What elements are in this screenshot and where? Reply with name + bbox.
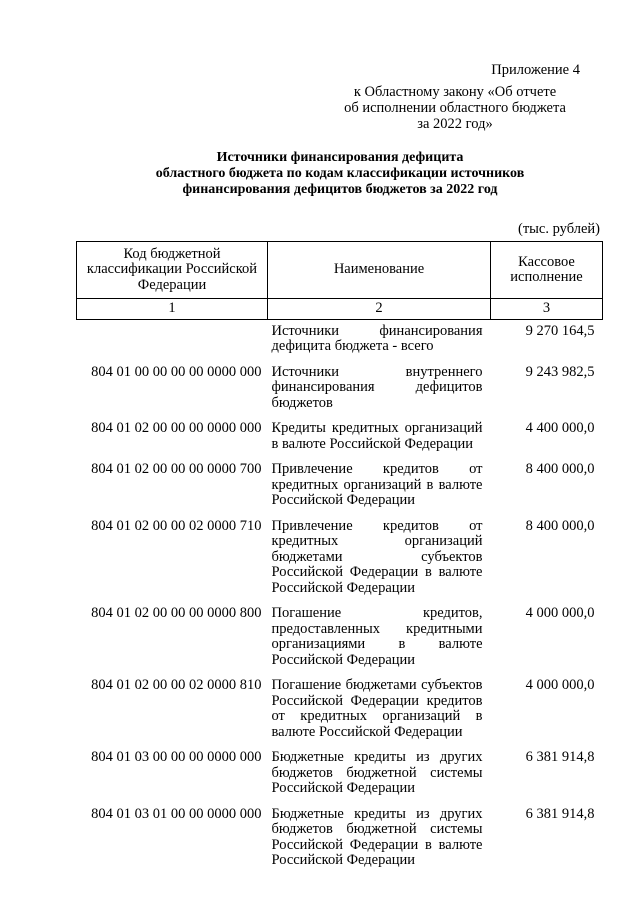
column-number: 1 xyxy=(77,299,268,320)
row-code: 804 01 02 00 00 00 0000 700 xyxy=(91,461,262,477)
appendix-law-reference xyxy=(330,84,580,132)
appendix-line-2: об исполнении областного бюджета xyxy=(344,100,566,116)
row-name: Источники финансирования дефицита бюджета - всего xyxy=(271,322,483,354)
row-code: 804 01 03 00 00 00 0000 000 xyxy=(91,749,262,765)
row-amount: 9 243 982,5 xyxy=(525,363,595,380)
row-name: Погашение кредитов, предоставленных кредитными организациями в валюте Российской Федерации xyxy=(271,605,483,668)
appendix-title: Приложение 4 xyxy=(491,62,580,78)
row-name: Кредиты кредитных организаций в валюте Российской Федерации xyxy=(271,420,483,452)
row-name: Источники внутреннего финансирования дефицитов бюджетов xyxy=(271,363,483,411)
row-amount: 4 000 000,0 xyxy=(525,605,595,621)
row-amount: 6 381 914,8 xyxy=(525,805,595,822)
title-line-1: Источники финансирования дефицита xyxy=(216,150,464,165)
row-amount: 8 400 000,0 xyxy=(525,517,595,534)
table-row xyxy=(77,674,603,746)
row-code: 804 01 00 00 00 00 0000 000 xyxy=(91,363,262,380)
title-line-2: областного бюджета по кодам классификации источников xyxy=(155,166,525,181)
row-name: Погашение бюджетами субъектов Российской Федерации кредитов от кредитных организаций в валюте Российской Федерации xyxy=(271,677,483,740)
header-name: Наименование xyxy=(268,242,491,299)
header-amount: Кассовое исполнение xyxy=(491,242,603,299)
table-row xyxy=(77,746,603,803)
table-row xyxy=(77,602,603,674)
title-line-3: финансирования дефицитов бюджетов за 2022 год xyxy=(182,182,498,197)
row-code: 804 01 03 01 00 00 0000 000 xyxy=(91,805,262,822)
row-code: 804 01 02 00 00 02 0000 710 xyxy=(91,517,262,534)
row-amount: 9 270 164,5 xyxy=(525,322,595,339)
row-code: 804 01 02 00 00 02 0000 810 xyxy=(91,677,262,693)
table-row xyxy=(77,515,603,603)
row-amount: 8 400 000,0 xyxy=(525,461,595,477)
row-name: Бюджетные кредиты из других бюджетов бюджетной системы Российской Федерации в валюте Российской Федерации xyxy=(271,805,483,868)
row-amount: 6 381 914,8 xyxy=(525,749,595,765)
table-row xyxy=(77,319,603,361)
row-amount: 4 400 000,0 xyxy=(525,420,595,436)
column-number: 3 xyxy=(491,299,603,320)
row-name: Бюджетные кредиты из других бюджетов бюджетной системы Российской Федерации xyxy=(271,749,483,796)
header-code: Код бюджетной классификации Российской Федерации xyxy=(77,242,268,299)
appendix-line-1: к Областному закону «Об отчете xyxy=(353,84,557,100)
row-code: 804 01 02 00 00 00 0000 000 xyxy=(91,420,262,436)
table-row xyxy=(77,417,603,458)
table-row xyxy=(77,458,603,515)
column-number-row xyxy=(77,299,603,320)
row-code: 804 01 02 00 00 00 0000 800 xyxy=(91,605,262,621)
table-row xyxy=(77,361,603,418)
appendix-block xyxy=(330,62,580,132)
appendix-line-3: за 2022 год» xyxy=(417,116,493,132)
document-title xyxy=(60,150,620,198)
row-name: Привлечение кредитов от кредитных организаций бюджетами субъектов Российской Федерации в валюте Российской Федерации xyxy=(271,517,483,596)
header-row xyxy=(77,242,603,299)
units-label: (тыс. рублей) xyxy=(518,221,600,237)
row-name: Привлечение кредитов от кредитных организаций в валюте Российской Федерации xyxy=(271,461,483,508)
row-code xyxy=(77,319,268,361)
column-number: 2 xyxy=(268,299,491,320)
table-row xyxy=(77,803,603,875)
row-amount: 4 000 000,0 xyxy=(525,677,595,693)
financing-sources-table xyxy=(76,241,603,875)
